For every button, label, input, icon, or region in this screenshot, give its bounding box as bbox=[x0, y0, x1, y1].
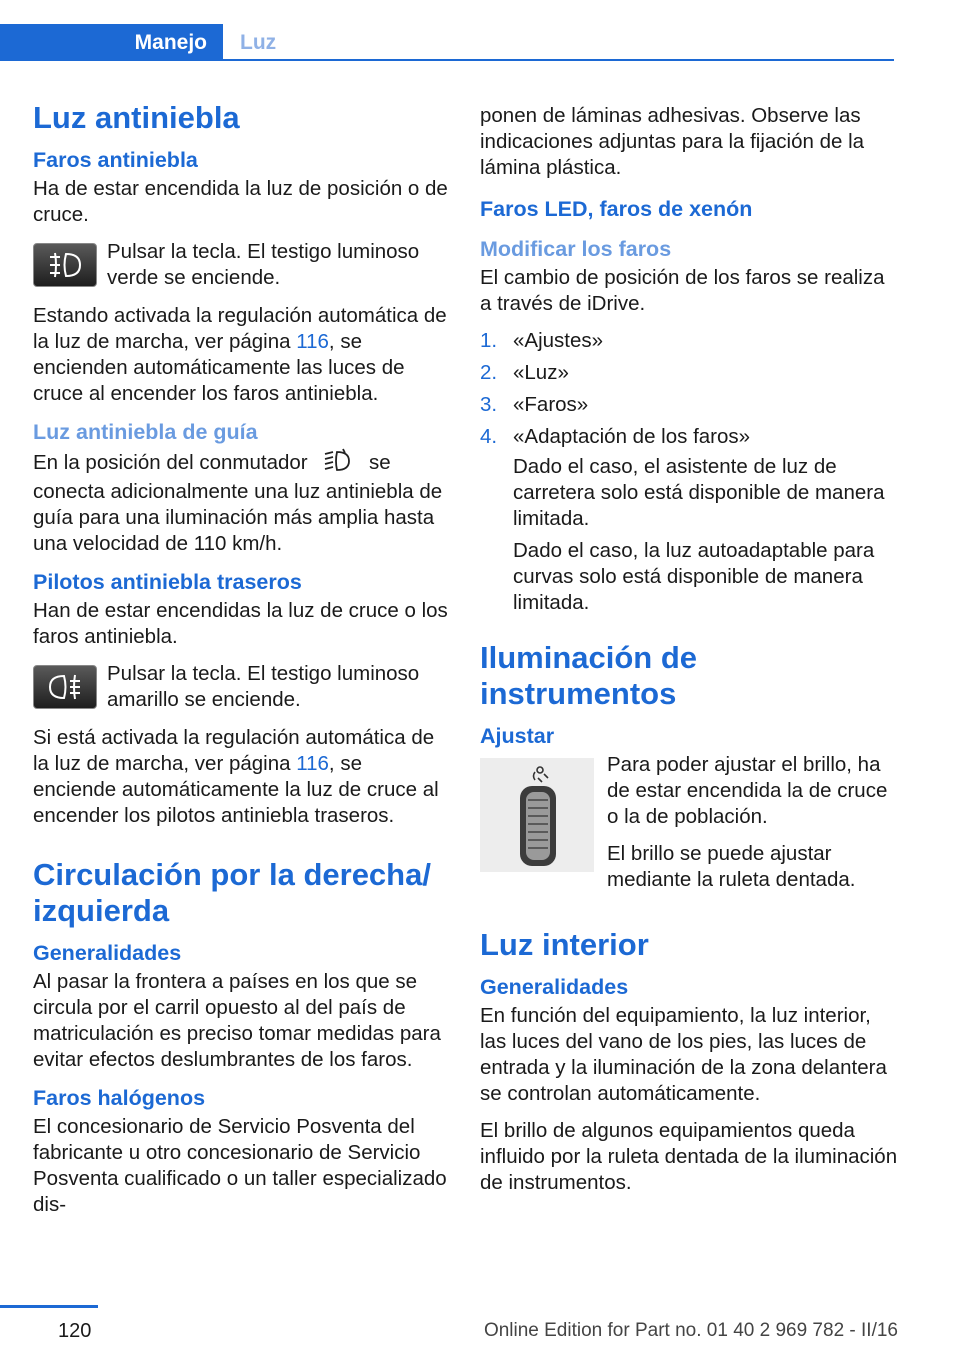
chapter-tabs bbox=[0, 24, 894, 61]
rear-fog-auto-a: Si está activada la regulación automática de la luz de marcha, ver página bbox=[33, 726, 435, 775]
halogen-text: El concesionario de Servicio Posventa del fabricante u otro concesionario de Servicio Posventa cualificado o un taller especializado dis- bbox=[33, 1115, 447, 1216]
step-number: 1. bbox=[480, 329, 498, 352]
page-link-116[interactable]: 116 bbox=[296, 330, 329, 353]
step-label: «Luz» bbox=[513, 361, 569, 384]
steps-list bbox=[480, 328, 898, 616]
rear-fog-auto-text bbox=[33, 725, 448, 829]
rear-fog-button-text: Pulsar la tecla. El testigo luminoso amarillo se enciende. bbox=[107, 662, 420, 711]
guide-fog-switch-icon bbox=[323, 448, 353, 479]
rear-fog-button-row bbox=[33, 661, 448, 713]
heading-modify-headlights: Modificar los faros bbox=[480, 237, 672, 261]
step-item bbox=[480, 392, 898, 418]
step-note-curve-light: Dado el caso, la luz autoadaptable para curvas solo está disponible de manera limitada. bbox=[513, 539, 875, 614]
guide-fog-text bbox=[33, 448, 448, 557]
dimmer-text-block bbox=[607, 752, 898, 893]
heading-adjust: Ajustar bbox=[480, 724, 555, 748]
title-instrument-lighting: Iluminación de instrumentos bbox=[480, 640, 698, 711]
heading-front-fog: Faros antiniebla bbox=[33, 148, 198, 172]
step-item bbox=[480, 360, 898, 386]
title-fog-lights: Luz antiniebla bbox=[33, 100, 240, 135]
step-label: «Faros» bbox=[513, 393, 589, 416]
front-fog-auto-text bbox=[33, 303, 448, 407]
tab-luz-label: Luz bbox=[240, 31, 277, 54]
heading-guide-fog: Luz antiniebla de guía bbox=[33, 420, 258, 444]
halogen-text-continued: ponen de láminas adhesivas. Observe las indicaciones adjuntas para la fijación de la lámina plástica. bbox=[480, 104, 865, 179]
front-fog-text: Ha de estar encendida la luz de posición o de cruce. bbox=[33, 177, 448, 226]
general-text: Al pasar la frontera a países en los que se circula por el carril opuesto al del país de matriculación es preciso tomar medidas para evitar efectos deslumbrantes de los faros. bbox=[33, 970, 441, 1071]
front-fog-auto-a: Estando activada la regulación automática de la luz de marcha, ver página bbox=[33, 304, 447, 353]
guide-fog-text-b: se conecta adicionalmente una luz antiniebla de guía para una iluminación más amplia hasta una velocidad de 110 km/h. bbox=[33, 450, 443, 555]
tab-luz[interactable] bbox=[223, 24, 894, 61]
right-column bbox=[480, 103, 898, 1207]
front-fog-auto-b: , se encienden automáticamente las luces de cruce al encender los faros antiniebla. bbox=[33, 330, 405, 405]
front-fog-light-button-icon bbox=[33, 243, 97, 287]
rear-fog-light-button-icon bbox=[33, 665, 97, 709]
dimmer-figure-row bbox=[480, 752, 898, 893]
heading-halogen: Faros halógenos bbox=[33, 1086, 206, 1110]
step-item bbox=[480, 424, 898, 616]
title-interior-light: Luz interior bbox=[480, 927, 649, 962]
heading-general: Generalidades bbox=[33, 941, 182, 965]
footer-rule bbox=[0, 1305, 98, 1308]
dimmer-wheel-icon bbox=[480, 758, 594, 872]
heading-rear-fog: Pilotos antiniebla traseros bbox=[33, 570, 302, 594]
step-label: «Ajustes» bbox=[513, 329, 604, 352]
step-item bbox=[480, 328, 898, 354]
title-traffic-side: Circulación por la derecha/ izquierda bbox=[33, 857, 431, 928]
step-number: 3. bbox=[480, 393, 498, 416]
heading-led-xenon: Faros LED, faros de xenón bbox=[480, 197, 753, 221]
step-note-high-beam: Dado el caso, el asistente de luz de carretera solo está disponible de manera limitada. bbox=[513, 455, 885, 530]
edition-note: Online Edition for Part no. 01 40 2 969 782 - II/16 bbox=[483, 1320, 898, 1341]
left-column bbox=[33, 100, 448, 1229]
adjust-text-2: El brillo se puede ajustar mediante la ruleta dentada. bbox=[607, 842, 856, 891]
page-number: 120 bbox=[58, 1320, 92, 1342]
tab-manejo[interactable] bbox=[0, 24, 223, 61]
interior-text-2: El brillo de algunos equipamientos queda influido por la ruleta dentada de la iluminación de instrumentos. bbox=[480, 1119, 898, 1194]
interior-text-1: En función del equipamiento, la luz interior, las luces del vano de los pies, las luces de entrada y la iluminación de la zona delantera se controlan automáticamente. bbox=[480, 1004, 887, 1105]
front-fog-button-text: Pulsar la tecla. El testigo luminoso verde se enciende. bbox=[107, 240, 420, 289]
guide-fog-text-a: En la posición del conmutador bbox=[33, 450, 314, 474]
rear-fog-text: Han de estar encendidas la luz de cruce o los faros antiniebla. bbox=[33, 599, 448, 648]
front-fog-button-row bbox=[33, 239, 448, 291]
heading-interior-general: Generalidades bbox=[480, 975, 629, 999]
step-number: 4. bbox=[480, 425, 498, 448]
tab-manejo-label: Manejo bbox=[134, 31, 207, 54]
rear-fog-auto-b: , se enciende automáticamente la luz de cruce al encender los pilotos antiniebla traseros. bbox=[33, 752, 439, 827]
step-label: «Adaptación de los faros» bbox=[513, 425, 751, 448]
adjust-text-1: Para poder ajustar el brillo, ha de estar encendida la de cruce o la de población. bbox=[607, 753, 888, 828]
modify-text: El cambio de posición de los faros se realiza a través de iDrive. bbox=[480, 266, 885, 315]
page-link-116-rear[interactable]: 116 bbox=[296, 752, 329, 775]
step-number: 2. bbox=[480, 361, 498, 384]
